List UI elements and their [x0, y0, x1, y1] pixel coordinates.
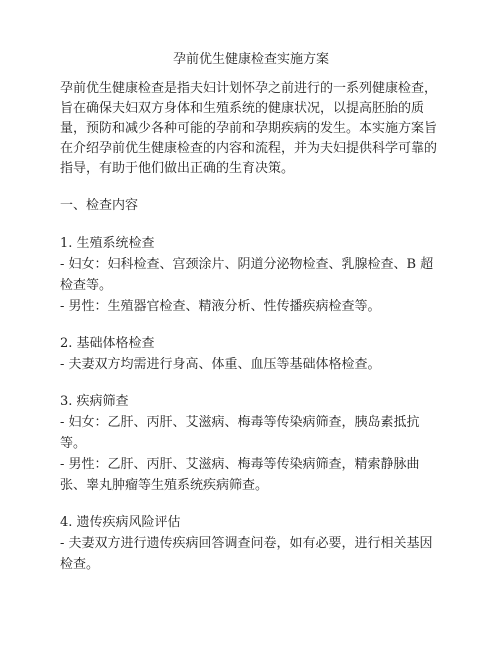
section-title: 1. 生殖系统检查: [60, 236, 155, 251]
intro-paragraph: 孕前优生健康检查是指夫妇计划怀孕之前进行的一系列健康检查，旨在确保夫妇双方身体和生殖系统的健康状况，以提高胚胎的质量，预防和减少各种可能的孕前和孕期疾病的发生。本实施方案旨在介绍孕前优生健康检查的内容和流程，并为夫妇提供科学可靠的指导，有助于他们做出正确的生育决策。: [60, 81, 438, 176]
list-item: - 夫妻双方均需进行身高、体重、血压等基础体格检查。: [60, 357, 381, 372]
section-basic-physical-exam: [60, 334, 442, 375]
list-item: - 男性：生殖器官检查、精液分析、性传播疾病检查等。: [60, 299, 381, 314]
section-title: 4. 遗传疾病风险评估: [60, 515, 181, 530]
section-title: 2. 基础体格检查: [60, 336, 155, 351]
list-item: - 男性：乙肝、丙肝、艾滋病、梅毒等传染病筛查，精索静脉曲张、睾丸肿瘤等生殖系统疾病筛查。: [60, 457, 420, 493]
list-item: - 妇女：妇科检查、宫颈涂片、阴道分泌物检查、乳腺检查、B 超检查等。: [60, 257, 434, 293]
section-disease-screening: [60, 392, 442, 496]
section-heading-check-content: 一、检查内容: [60, 198, 139, 213]
list-item: - 妇女：乙肝、丙肝、艾滋病、梅毒等传染病筛查，胰岛素抵抗等。: [60, 415, 420, 451]
section-title: 3. 疾病筛查: [60, 394, 129, 409]
list-item: - 夫妻双方进行遗传疾病回答调查问卷，如有必要，进行相关基因检查。: [60, 536, 433, 572]
document-title: 孕前优生健康检查实施方案: [172, 52, 329, 67]
section-reproductive-exam: [60, 234, 442, 317]
section-genetic-risk: [60, 513, 442, 575]
